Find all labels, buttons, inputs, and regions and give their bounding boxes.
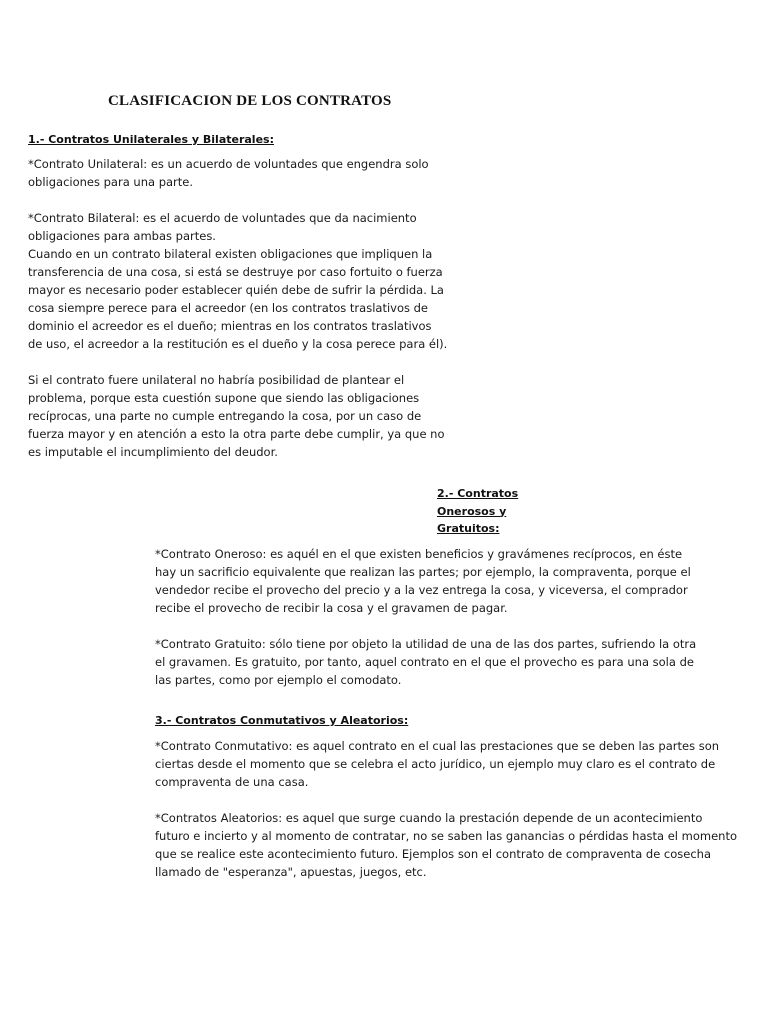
paragraph-contratos-aleatorios: *Contratos Aleatorios: es aquel que surge cuando la prestación depende de un acontecimiento futuro e incierto y al momento de contratar, no se saben las ganancias o pérdidas hasta el momento que se realice este acontecimiento futuro. Ejemplos son el contrato de compraventa de cosecha llamado de "esperanza", apuestas, juegos, etc. [155,811,737,879]
paragraph-contrato-oneroso: *Contrato Oneroso: es aquél en el que existen beneficios y gravámenes recíprocos, en éste hay un sacrificio equivalente que realizan las partes; por ejemplo, la compraventa, porque el vendedor recibe el provecho del precio y a la vez entrega la cosa, y viceversa, el comprador recibe el provecho de recibir la cosa y el gravamen de pagar. [155,547,691,615]
paragraph-contrato-unilateral-problema: Si el contrato fuere unilateral no habría posibilidad de plantear el problema, porque esta cuestión supone que siendo las obligaciones recíprocas, una parte no cumple entregando la cosa, por un caso de fuerza mayor y en atención a esto la otra parte debe cumplir, ya que no es imputable el incumplimiento del deudor. [28,373,445,459]
paragraph-contrato-gratuito: *Contrato Gratuito: sólo tiene por objeto la utilidad de una de las dos partes, sufriendo la otra el gravamen. Es gratuito, por tanto, aquel contrato en el que el provecho es para una sola de las partes, como por ejemplo el comodato. [155,637,697,687]
document-title: CLASIFICACION DE LOS CONTRATOS [108,93,392,109]
section-3-heading: 3.- Contratos Conmutativos y Aleatorios: [155,714,409,727]
paragraph-contrato-unilateral: *Contrato Unilateral: es un acuerdo de voluntades que engendra solo obligaciones para una parte. [28,157,429,189]
section-1-heading: 1.- Contratos Unilaterales y Bilaterales: [28,133,274,146]
section-2-heading: 2.- Contratos Onerosos y Gratuitos: [437,487,519,535]
paragraph-contrato-bilateral: *Contrato Bilateral: es el acuerdo de voluntades que da nacimiento obligaciones para ambas partes. [28,211,417,243]
paragraph-riesgo-perdida: Cuando en un contrato bilateral existen obligaciones que impliquen la transferencia de una cosa, si está se destruye por caso fortuito o fuerza mayor es necesario poder establecer quién debe de sufrir la pérdida. La cosa siempre perece para el acreedor (en los contratos traslativos de dominio el acreedor es el dueño; mientras en los contratos traslativos de uso, el acreedor a la restitución es el dueño y la cosa perece para él). [28,247,448,351]
paragraph-contrato-conmutativo: *Contrato Conmutativo: es aquel contrato en el cual las prestaciones que se deben las partes son ciertas desde el momento que se celebra el acto jurídico, un ejemplo muy claro es el contrato de compraventa de una casa. [155,739,720,789]
